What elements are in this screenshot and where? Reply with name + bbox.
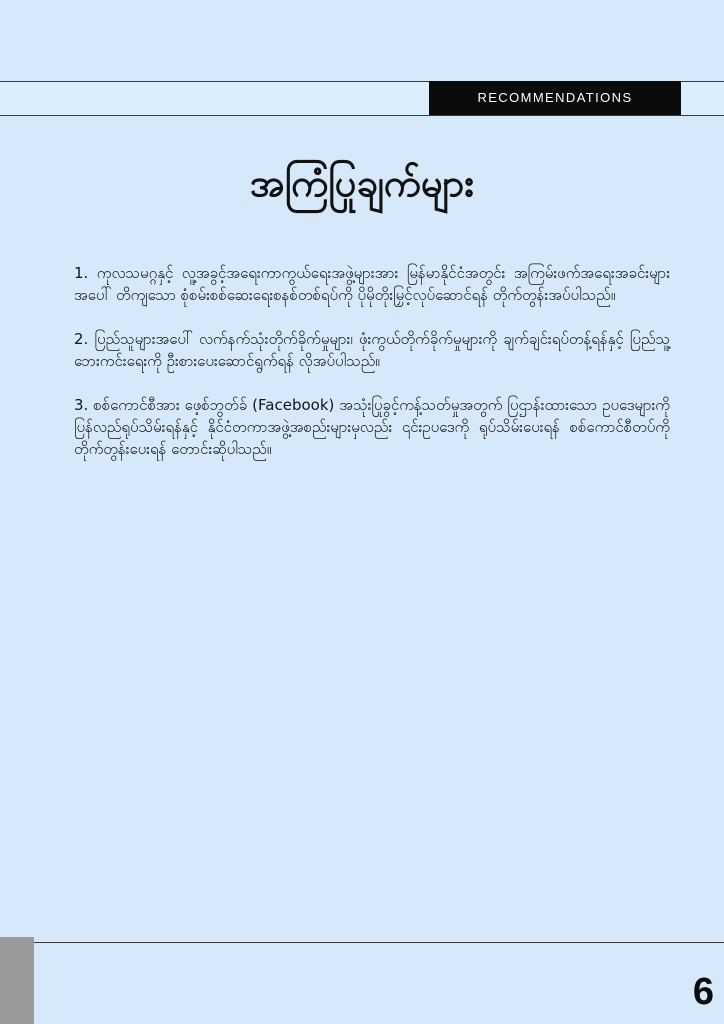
recommendations-list [74,262,670,482]
footer-divider [0,942,724,943]
footer-tab [0,937,34,1024]
page-number: 6 [692,971,714,1013]
recommendation-item-1: 1. ကုလသမဂ္ဂနှင့် လူ့အခွင့်အရေးကာကွယ်ရေးအဖွဲ့များအား မြန်မာနိုင်ငံအတွင်း အကြမ်းဖက်အရေးအခင်းများအပေါ် တိကျသော စုံစမ်းစစ်ဆေးရေးစနစ်တစ်ရပ်ကို ပိုမိုတိုးမြှင့်လုပ်ဆောင်ရန် တိုက်တွန်းအပ်ပါသည်။ [74,264,670,304]
recommendation-item-3: 3. စစ်ကောင်စီအား ဖေ့စ်ဘွတ်ခ် (Facebook) အသုံးပြုခွင့်ကန့်သတ်မှုအတွက် ပြဌာန်းထားသော ဥပဒေများကို ပြန်လည်ရုပ်သိမ်းရန်နှင့် နိုင်ငံတကာအဖွဲ့အစည်းများမှလည်း ၎င်းဥပဒေကို ရုပ်သိမ်းပေးရန် စစ်ကောင်စီတပ်ကို တိုက်တွန်းပေးရန် တောင်းဆိုပါသည်။ [74,396,670,458]
page-title: အကြံပြုချက်များ [249,161,475,206]
section-label: RECOMMENDATIONS [429,81,681,115]
recommendation-item-2: 2. ပြည်သူများအပေါ် လက်နက်သုံးတိုက်ခိုက်မှုများ၊ ဖုံးကွယ်တိုက်ခိုက်မှုများကို ချက်ချင်းရပ်တန့်ရန်နှင့် ပြည်သူ့ဘေးကင်းရေးကို ဦးစားပေးဆောင်ရွက်ရန် လိုအပ်ပါသည်။ [74,330,670,370]
